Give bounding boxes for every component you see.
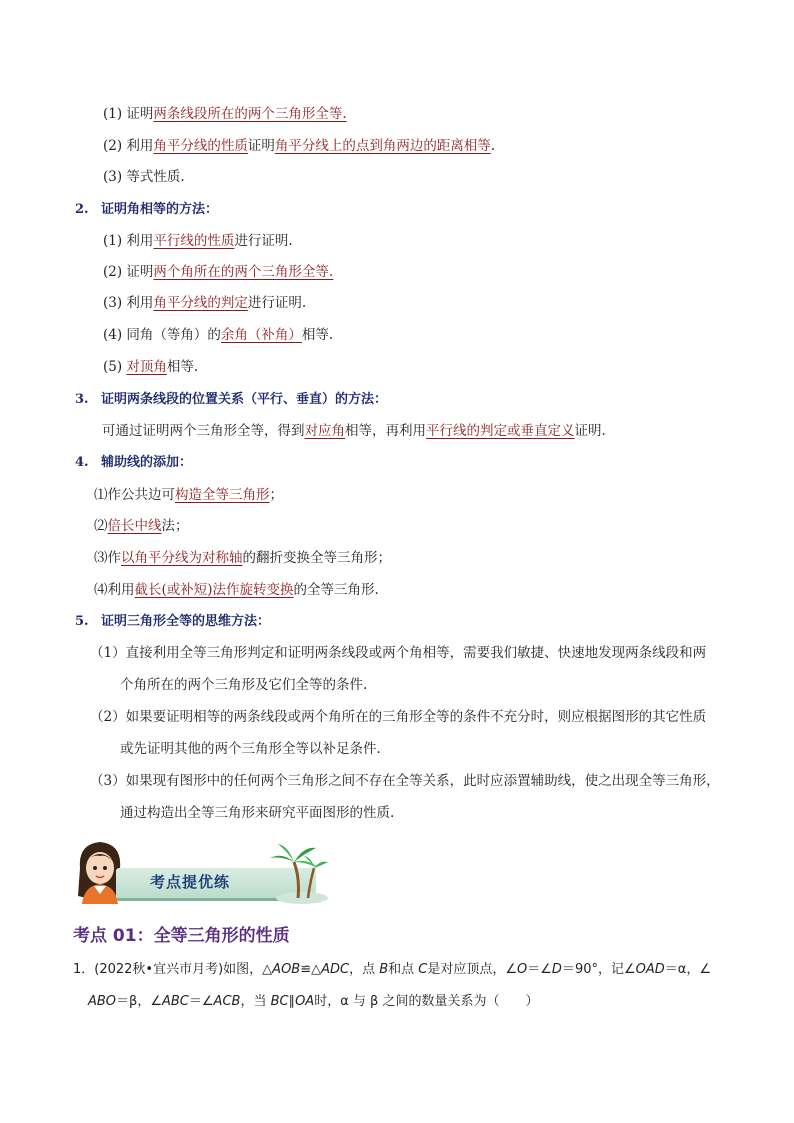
highlighted-term: 余角（补角） <box>220 327 302 343</box>
question-text: 是对应顶点，∠ <box>427 962 518 977</box>
text-line <box>103 357 198 377</box>
section-heading <box>75 612 270 632</box>
text-span: （2）如果要证明相等的两条线段或两个角所在的三角形全等的条件不充分时，则应根据图形的其它性质 <box>90 709 707 725</box>
text-span: 证明. <box>574 423 606 439</box>
text-span: ⑶作 <box>94 550 121 566</box>
palm-tree-icon <box>268 838 328 904</box>
section-heading <box>75 453 192 473</box>
text-span: 相等. <box>301 327 334 343</box>
text-line <box>103 325 333 345</box>
question-text: 和点 <box>388 962 419 977</box>
text-span: (3) 利用 <box>103 295 154 311</box>
highlighted-term: 角平分线的判定 <box>153 295 248 311</box>
text-line <box>94 485 283 505</box>
text-span: （1）直接利用全等三角形判定和证明两条线段或两个角相等，需要我们敏捷、快速地发现两条线段和两 <box>90 645 707 661</box>
text-line <box>90 643 706 663</box>
math-symbol: BC <box>270 994 289 1009</box>
question-text: ，当 <box>240 994 271 1009</box>
highlighted-term: 平行线的性质 <box>153 233 235 249</box>
question-text: ＝∠ <box>188 994 214 1009</box>
heading-text: 证明角相等的方法： <box>101 202 219 217</box>
question-text: 1．(2022秋•宜兴市月考)如图，△ <box>73 962 273 977</box>
math-symbol: AOB <box>272 962 301 977</box>
math-symbol: O <box>517 962 528 977</box>
text-line <box>102 421 606 441</box>
text-span: 相等，再利用 <box>345 423 426 439</box>
text-span: 的全等三角形. <box>293 582 379 598</box>
highlighted-term: 平行线的判定或垂直定义 <box>426 423 575 439</box>
heading-text: 证明三角形全等的思维方法： <box>101 614 271 629</box>
math-symbol: D <box>551 962 562 977</box>
highlighted-term: 构造全等三角形 <box>175 487 270 503</box>
text-span: ； <box>269 487 283 503</box>
text-span: 证明 <box>247 138 275 154</box>
question-text: ＝α，∠ <box>664 962 712 977</box>
text-span: (5) <box>103 359 127 375</box>
text-span: (2) 利用 <box>103 138 154 154</box>
text-line <box>94 516 189 536</box>
highlighted-term: 角平分线上的点到角两边的距离相等 <box>274 138 491 154</box>
text-line <box>94 548 391 568</box>
text-line <box>103 104 347 124</box>
text-span: (1) 证明 <box>103 106 154 122</box>
math-symbol: OA <box>295 994 315 1009</box>
heading-text: 证明两条线段的位置关系（平行、垂直）的方法： <box>101 392 388 407</box>
text-line <box>103 167 185 187</box>
text-span: (1) 利用 <box>103 233 154 249</box>
math-symbol: ABC <box>162 994 189 1009</box>
text-span: 相等. <box>166 359 199 375</box>
text-span: 法； <box>161 518 189 534</box>
math-symbol: C <box>418 962 428 977</box>
heading-number: 5. <box>75 614 89 629</box>
text-span: （3）如果现有图形中的任何两个三角形之间不存在全等关系，此时应添置辅助线，使之出现全等三角形， <box>90 773 720 789</box>
section-title: 考点 01：全等三角形的性质 <box>73 926 290 946</box>
heading-text: 辅助线的添加： <box>101 455 193 470</box>
heading-number: 4. <box>75 455 89 470</box>
question-text: ≌△ <box>300 962 322 977</box>
question-text: ＝∠ <box>527 962 552 977</box>
text-span: ⑴作公共边可 <box>94 487 175 503</box>
text-line <box>120 675 367 695</box>
text-span: 通过构造出全等三角形来研究平面图形的性质. <box>120 805 395 821</box>
text-span: ⑷利用 <box>94 582 135 598</box>
text-line <box>103 293 306 313</box>
highlighted-term: 倍长中线 <box>107 518 162 534</box>
text-line <box>103 136 495 156</box>
text-span: (4) 同角（等角）的 <box>103 327 221 343</box>
text-span: 可通过证明两个三角形全等，得到 <box>102 423 305 439</box>
text-line <box>120 739 381 759</box>
banner-label: 考点提优练 <box>150 873 231 891</box>
question-text: 时，α 与 β 之间的数量关系为（ ） <box>314 994 539 1009</box>
text-line <box>90 707 706 727</box>
question-line-2 <box>88 992 538 1012</box>
question-text: ＝90°，记∠ <box>561 962 636 977</box>
question-text: ，点 <box>349 962 380 977</box>
text-line <box>94 580 379 600</box>
text-span: . <box>490 138 496 154</box>
text-span: 个角所在的两个三角形及它们全等的条件. <box>120 677 368 693</box>
question-text: ∥ <box>288 994 296 1009</box>
question-line-1 <box>73 960 711 980</box>
highlighted-term: 对顶角 <box>126 359 167 375</box>
highlighted-term: 以角平分线为对称轴 <box>121 550 243 566</box>
text-line <box>120 803 394 823</box>
text-line <box>103 262 333 282</box>
section-heading <box>75 390 387 410</box>
math-symbol: ACB <box>213 994 241 1009</box>
text-span: ⑵ <box>94 518 108 534</box>
question-text: ＝β，∠ <box>116 994 162 1009</box>
math-symbol: OAD <box>635 962 665 977</box>
text-span: 或先证明其他的两个三角形全等以补足条件. <box>120 741 381 757</box>
highlighted-term: 两个角所在的两个三角形全等. <box>153 264 334 280</box>
text-span: 的翻折变换全等三角形； <box>242 550 391 566</box>
heading-number: 2. <box>75 202 89 217</box>
section-heading <box>75 200 218 220</box>
highlighted-term: 对应角 <box>304 423 345 439</box>
math-symbol: ADC <box>321 962 350 977</box>
text-span: (3) 等式性质. <box>103 169 185 185</box>
text-span: 进行证明. <box>234 233 293 249</box>
highlighted-term: 两条线段所在的两个三角形全等. <box>153 106 347 122</box>
math-symbol: B <box>379 962 389 977</box>
math-symbol: ABO <box>88 994 117 1009</box>
highlighted-term: 角平分线的性质 <box>153 138 248 154</box>
exercise-banner <box>72 838 328 904</box>
highlighted-term: 截长(或补短)法作旋转变换 <box>134 582 294 598</box>
heading-number: 3. <box>75 392 89 407</box>
text-line <box>103 231 293 251</box>
text-line <box>90 771 720 791</box>
text-span: (2) 证明 <box>103 264 154 280</box>
text-span: 进行证明. <box>247 295 307 311</box>
